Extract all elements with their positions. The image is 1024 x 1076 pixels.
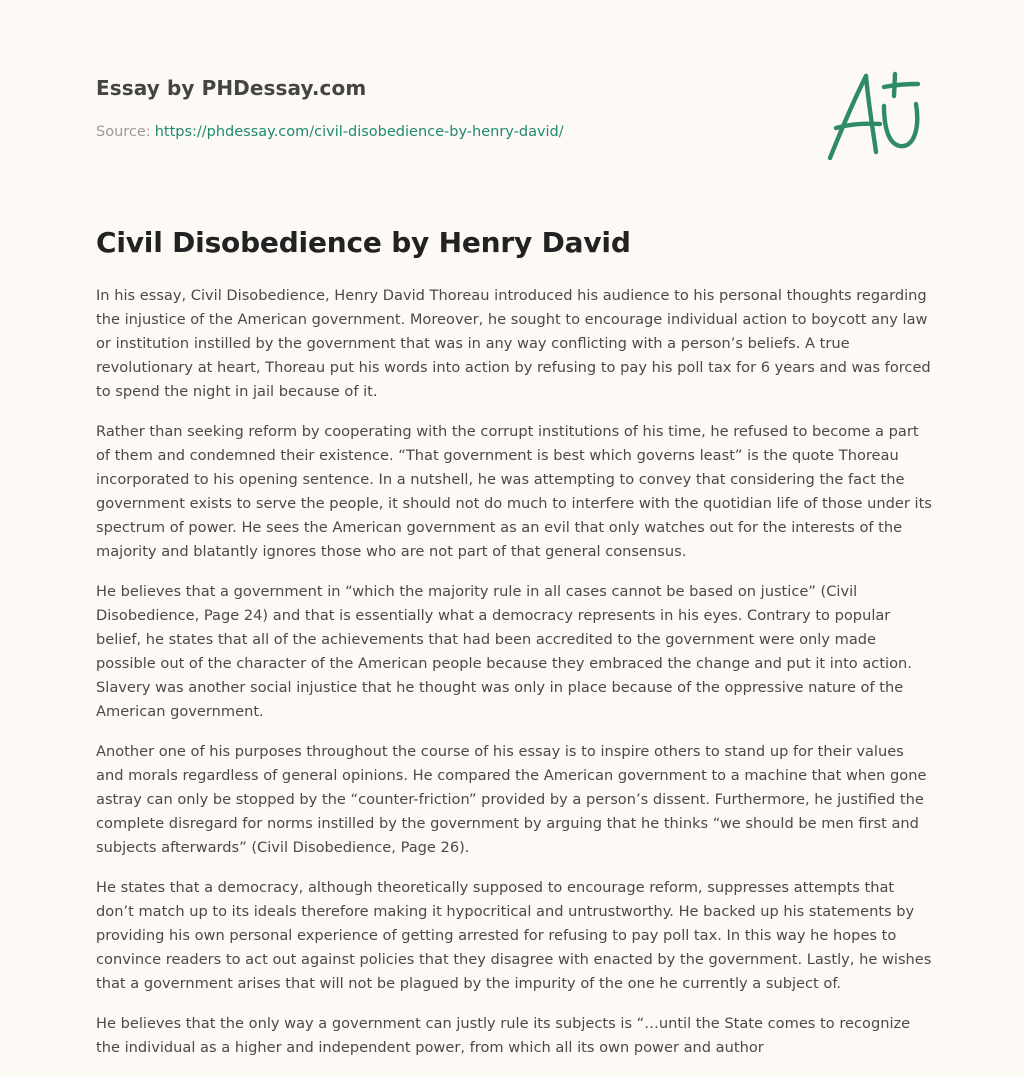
essay-paragraph: He believes that a government in “which the majority rule in all cases cannot be based on justice” (Civil Disobedience, Page 24) and that is essentially what a democracy represents in his eyes. Contrary to popular belief, he states that all of the achievements that had been accredited to the government were only made possible out of the character of the American people because they embraced the change and put it into action. Slavery was another social injustice that he thought was only in place because of the oppressive nature of the American government. bbox=[96, 583, 912, 720]
essay-title: Civil Disobedience by Henry David bbox=[96, 226, 631, 259]
logo-plus-horizontal bbox=[884, 84, 918, 87]
essay-paragraph: He states that a democracy, although theoretically supposed to encourage reform, suppresses attempts that don’t match up to its ideals therefore making it hypocritical and untrustworthy. He backed up his statements by providing his own personal experience of getting arrested for refusing to pay poll tax. In this way he hopes to convince readers to act out against policies that they disagree with enacted by the government. Lastly, he wishes that a government arises that will not be plagued by the impurity of the one he currently a subject of. bbox=[96, 879, 932, 992]
essay-paragraph: Another one of his purposes throughout the course of his essay is to inspire others to stand up for their values and morals regardless of general opinions. He compared the American government to a machine that when gone astray can only be stopped by the “counter-friction” provided by a person’s dissent. Furthermore, he justified the complete disregard for norms instilled by the government by arguing that he thinks “we should be men first and subjects afterwards” (Civil Disobedience, Page 26). bbox=[96, 743, 927, 856]
brand-title: Essay by PHDessay.com bbox=[96, 76, 367, 100]
source-link[interactable]: https://phdessay.com/civil-disobedience-by-henry-david/ bbox=[154, 124, 564, 140]
essay-body bbox=[96, 284, 932, 1076]
essay-page bbox=[96, 0, 932, 1056]
logo-a-left-stroke bbox=[830, 76, 866, 158]
logo-swoosh bbox=[884, 104, 917, 146]
logo-a-right-stroke bbox=[866, 76, 876, 152]
a-plus-logo-icon bbox=[822, 66, 926, 166]
source-line bbox=[96, 124, 564, 140]
essay-paragraph: Rather than seeking reform by cooperating with the corrupt institutions of his time, he refused to become a part of them and condemned their existence. “That government is best which governs least” is the quote Thoreau incorporated to his opening sentence. In a nutshell, he was attempting to convey that considering the fact the government exists to serve the people, it should not do much to interfere with the quotidian life of those under its spectrum of power. He sees the American government as an evil that only watches out for the interests of the majority and blatantly ignores those who are not part of that general consensus. bbox=[96, 423, 932, 560]
essay-paragraph: In his essay, Civil Disobedience, Henry David Thoreau introduced his audience to his personal thoughts regarding the injustice of the American government. Moreover, he sought to encourage individual action to boycott any law or institution instilled by the government that was in any way conflicting with a person’s beliefs. A true revolutionary at heart, Thoreau put his words into action by refusing to pay his poll tax for 6 years and was forced to spend the night in jail because of it. bbox=[96, 287, 931, 400]
page-header bbox=[96, 0, 932, 200]
essay-paragraph: He believes that the only way a government can justly rule its subjects is “…until the State comes to recognize the individual as a higher and independent power, from which all its own power and author bbox=[96, 1015, 911, 1056]
source-label: Source: bbox=[96, 124, 151, 140]
